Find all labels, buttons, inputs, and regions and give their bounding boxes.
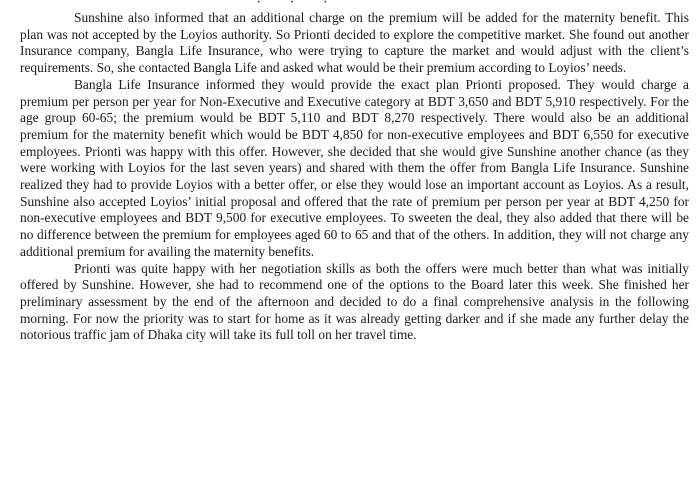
- document-body: [20, 10, 689, 344]
- paragraph-1: Sunshine also informed that an additional charge on the premium will be added for the maternity benefit. This plan was not accepted by the Loyios authority. So Prionti decided to explore the competitive market. She found out another Insurance company, Bangla Life Insurance, who were trying to capture the market and would adjust with the client’s requirements. So, she contacted Bangla Life and asked what would be their premium according to Loyios’ needs.: [20, 10, 689, 76]
- paragraph-2: Bangla Life Insurance informed they would provide the exact plan Prionti proposed. They would charge a premium per person per year for Non-Executive and Executive category at BDT 3,650 and BDT 5,910 respectively. For the age group 60-65; the premium would be BDT 5,110 and BDT 8,270 respectively. There would also be an additional premium for the maternity benefit which would be BDT 4,850 for non-executive employees and BDT 6,550 for executive employees. Prionti was happy with this offer. However, she decided that she would give Sunshine another chance (as they were working with Loyios for the last seven years) and shared with them the offer from Bangla Life Insurance. Sunshine realized they had to provide Loyios with a better offer, or else they would lose an important account as Loyios. As a result, Sunshine also accepted Loyios’ initial proposal and offered that the rate of premium per person per year at BDT 4,250 for non-executive employees and BDT 9,500 for executive employees. To sweeten the deal, they also added that there will be no difference between the premium for employees aged 60 to 65 and that of the others. In addition, they will not charge any additional premium for availing the maternity benefits.: [20, 76, 689, 259]
- paragraph-3: Prionti was quite happy with her negotiation skills as both the offers were much better than what was initially offered by Sunshine. However, she had to recommend one of the options to the Board later this week. She finished her preliminary assessment by the end of the afternoon and decided to do a final comprehensive analysis in the following morning. For now the priority was to start for home as it was already getting darker and if she made any further delay the notorious traffic jam of Dhaka city will take its full toll on her travel time.: [20, 260, 689, 343]
- top-edge-marks: · · ·: [256, 0, 340, 11]
